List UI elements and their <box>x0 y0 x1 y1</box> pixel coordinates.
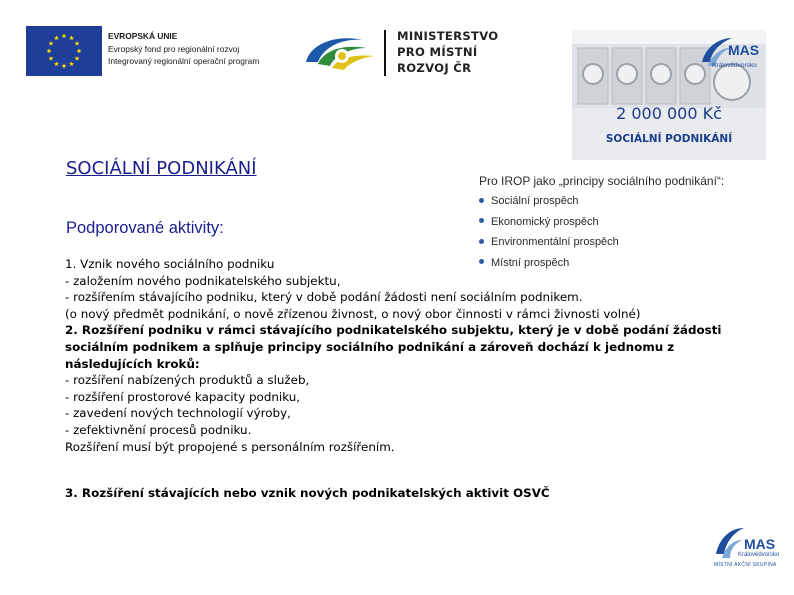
principle-label: Environmentální prospěch <box>491 236 619 248</box>
bullet-icon <box>479 218 484 223</box>
body-text <box>65 256 745 455</box>
mmr-logo-icon <box>300 26 380 78</box>
principle-item <box>479 212 619 233</box>
mas-logo-footer-name: MAS <box>744 536 776 552</box>
eu-stars-icon <box>26 26 102 76</box>
eu-flag-logo <box>26 26 102 76</box>
mas-logo-footer-region: Královédvorsko <box>738 552 780 558</box>
mas-logo-footer <box>714 520 778 570</box>
item2-point: - rozšíření nabízených produktů a služeb, <box>65 373 310 388</box>
mmr-logo-divider <box>384 30 386 76</box>
mmr-logo-line: MINISTERSTVO <box>397 29 499 43</box>
promo-subtitle: SOCIÁLNÍ PODNIKÁNÍ <box>605 133 733 145</box>
item1-point: - založením nového podnikatelského subjektu, <box>65 273 341 288</box>
item2-note: Rozšíření musí být propojené s personálním rozšířením. <box>65 439 395 454</box>
eu-logo-line: Integrovaný regionální operační program <box>108 56 260 66</box>
item1-heading: 1. Vznik nového sociálního podniku <box>65 257 275 271</box>
promo-amount: 2 000 000 Kč <box>616 104 722 123</box>
promo-image <box>572 30 766 160</box>
item2-point: - zefektivnění procesů podniku. <box>65 422 252 437</box>
principles-heading: Pro IROP jako „principy sociálního podnikání“: <box>479 174 725 188</box>
item2-point: - rozšíření prostorové kapacity podniku, <box>65 389 301 404</box>
eu-logo-line: Evropský fond pro regionální rozvoj <box>108 43 240 54</box>
eu-logo-line: EVROPSKÁ UNIE <box>108 31 178 41</box>
item1-note: (o nový předmět podnikání, o nově zřízenou živnost, o nový obor činnosti v rámci živnosti volné) <box>65 306 641 321</box>
item1-point: - rozšířením stávajícího podniku, který v době podání žádosti není sociálním podnikem. <box>65 290 583 305</box>
item2-point: - zavedení nových technologií výroby, <box>65 406 291 421</box>
principle-label: Místní prospěch <box>491 256 570 269</box>
mmr-logo-line: ROZVOJ ČR <box>397 61 472 75</box>
mmr-logo-line: PRO MÍSTNÍ <box>397 45 478 59</box>
principle-label: Sociální prospěch <box>491 195 579 207</box>
slide-subtitle: Podporované aktivity: <box>66 219 224 237</box>
mas-logo-name: MAS <box>728 42 760 58</box>
bullet-icon <box>479 239 484 244</box>
slide-title: SOCIÁLNÍ PODNIKÁNÍ <box>66 158 257 179</box>
item2-heading: 2. Rozšíření podniku v rámci stávajícího podnikatelského subjektu, který je v době podání žádosti sociálním podnikem a splňuje principy sociálního podnikání a zároveň dochází k jednomu z následujících kroků: <box>65 323 722 371</box>
bullet-icon <box>479 198 484 203</box>
principle-item <box>479 232 619 253</box>
item3-heading: 3. Rozšíření stávajících nebo vznik nových podnikatelských aktivit OSVČ <box>65 486 550 500</box>
mas-logo-region: Královédvorsko <box>712 62 757 69</box>
principle-item <box>479 191 619 212</box>
eu-logo-text <box>108 30 259 68</box>
mas-logo-footer-tagline: MÍSTNÍ AKČNÍ SKUPINA <box>714 562 777 568</box>
mmr-logo-text <box>397 28 498 76</box>
principle-label: Ekonomický prospěch <box>491 215 599 228</box>
